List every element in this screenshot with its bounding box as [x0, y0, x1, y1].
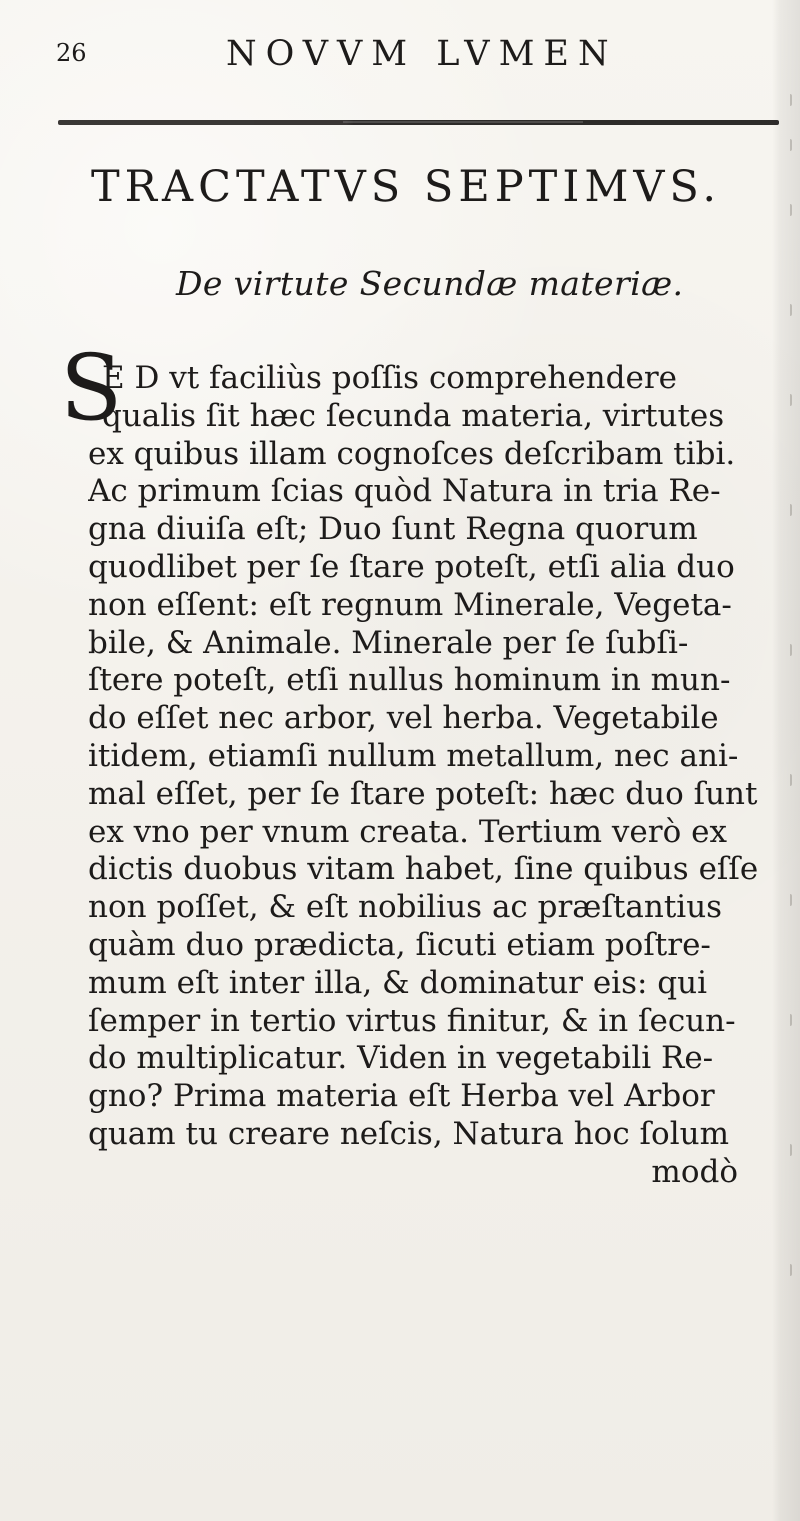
- text-line: ſtere poteſt, etſi nullus hominum in mun-: [88, 662, 731, 699]
- chapter-title: TRACTATVS SEPTIMVS.: [91, 162, 722, 212]
- text-line: do multiplicatur. Viden in vegetabili Re-: [88, 1040, 714, 1077]
- text-line: gno? Prima materia eſt Herba vel Arbor: [88, 1078, 715, 1115]
- text-line: qualis ſit hæc ſecunda materia, virtutes: [102, 397, 725, 434]
- chapter-subtitle: De virtute Secundæ materiæ.: [176, 264, 684, 303]
- edge-mark: [778, 894, 792, 906]
- drop-cap: S: [60, 336, 123, 441]
- body-text: [88, 360, 768, 1192]
- edge-mark: [778, 1144, 792, 1156]
- edge-mark: [778, 644, 792, 656]
- text-line: ex vno per vnum creata. Tertium verò ex: [88, 813, 727, 850]
- page-number: 26: [56, 39, 87, 67]
- running-header: [56, 34, 756, 84]
- text-line: do eſſet nec arbor, vel herba. Vegetabile: [88, 700, 719, 737]
- text-line: mum eſt inter illa, & dominatur eis: qui: [88, 964, 708, 1001]
- edge-mark: [778, 94, 792, 106]
- text-line: E D vt faciliùs poſſis comprehendere: [102, 360, 677, 396]
- text-line: ex quibus illam cognoſces deſcribam tibi.: [88, 435, 736, 472]
- edge-mark: [778, 1264, 792, 1276]
- edge-mark: [778, 774, 792, 786]
- edge-mark: [778, 504, 792, 516]
- text-line: bile, & Animale. Minerale per ſe ſubſi-: [88, 624, 689, 661]
- text-line: ſemper in tertio virtus finitur, & in ſecun-: [88, 1002, 736, 1039]
- edge-mark: [778, 139, 792, 151]
- text-line: quàm duo prædicta, ſicuti etiam poſtre-: [88, 926, 711, 963]
- edge-mark: [778, 304, 792, 316]
- catchword: modò: [651, 1153, 738, 1190]
- header-rule: [58, 120, 779, 125]
- running-title: NOVVM LVMEN: [226, 34, 618, 74]
- text-line: Ac primum ſcias quòd Natura in tria Re-: [88, 473, 721, 510]
- text-line: gna diuiſa eſt; Duo ſunt Regna quorum: [88, 511, 698, 548]
- text-line: mal eſſet, per ſe ſtare poteſt: hæc duo ſunt: [88, 775, 758, 812]
- text-line: quam tu creare neſcis, Natura hoc ſolum: [88, 1115, 729, 1152]
- text-line: non poſſet, & eſt nobilius ac præſtantius: [88, 889, 723, 926]
- text-line: quodlibet per ſe ſtare poteſt, etſi alia duo: [88, 548, 735, 585]
- text-line: non eſſent: eſt regnum Minerale, Vegeta-: [88, 586, 732, 623]
- edge-mark: [778, 1014, 792, 1026]
- edge-marks: [778, 84, 792, 1374]
- text-line: itidem, etiamſi nullum metallum, nec ani-: [88, 737, 739, 774]
- text-line: dictis duobus vitam habet, ſine quibus eſſe: [88, 851, 759, 888]
- edge-mark: [778, 204, 792, 216]
- edge-mark: [778, 394, 792, 406]
